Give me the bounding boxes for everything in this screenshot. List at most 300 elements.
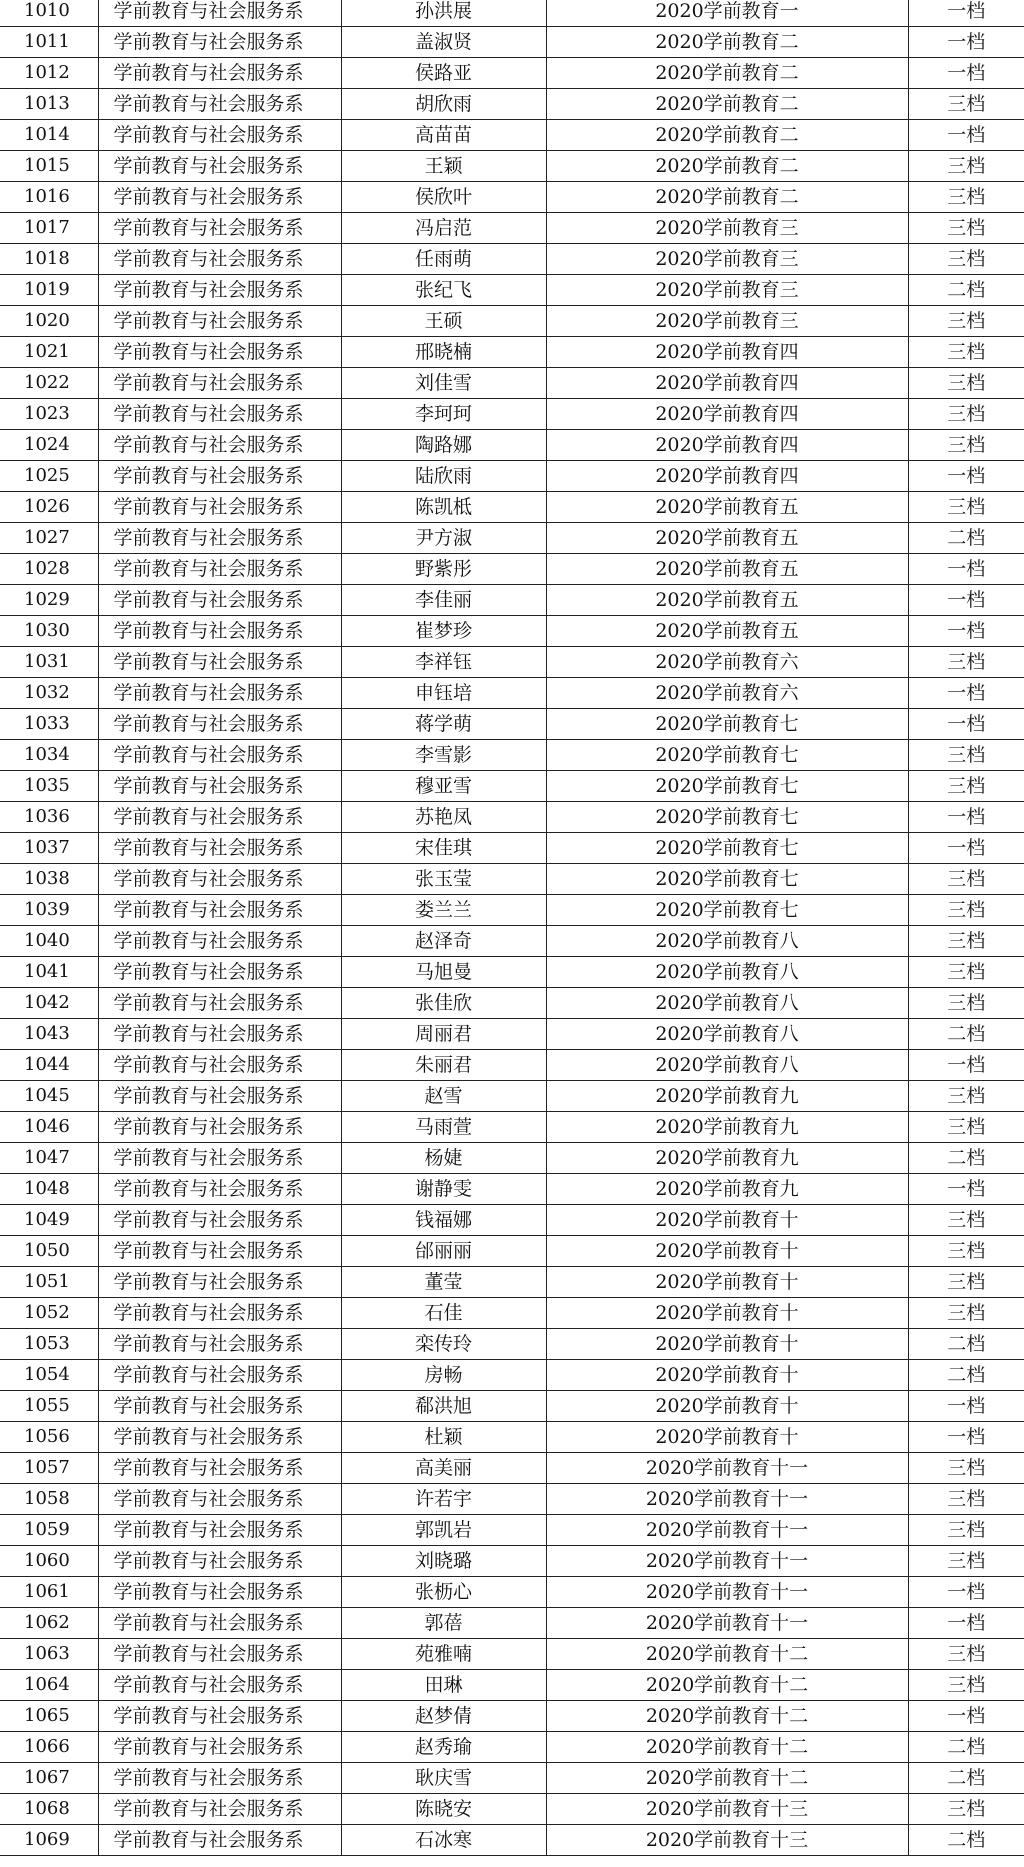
- student-name-cell: 赵梦倩: [341, 1701, 546, 1732]
- department-cell: 学前教育与社会服务系: [98, 802, 341, 833]
- class-cell: 2020学前教育三: [546, 213, 908, 244]
- department-cell: 学前教育与社会服务系: [98, 1267, 341, 1298]
- level-cell: 三档: [908, 1670, 1024, 1701]
- class-cell: 2020学前教育八: [546, 1019, 908, 1050]
- row-number: 1044: [0, 1050, 98, 1081]
- table-row: [0, 833, 1024, 864]
- student-name-cell: 周丽君: [341, 1019, 546, 1050]
- table-row: [0, 430, 1024, 461]
- row-number: 1025: [0, 461, 98, 492]
- class-cell: 2020学前教育十一: [546, 1484, 908, 1515]
- row-number: 1048: [0, 1174, 98, 1205]
- class-cell: 2020学前教育十三: [546, 1794, 908, 1825]
- level-cell: 一档: [908, 554, 1024, 585]
- level-cell: 三档: [908, 399, 1024, 430]
- class-cell: 2020学前教育十三: [546, 1825, 908, 1856]
- row-number: 1066: [0, 1732, 98, 1763]
- row-number: 1028: [0, 554, 98, 585]
- student-name-cell: 任雨萌: [341, 244, 546, 275]
- table-row: [0, 1050, 1024, 1081]
- table-row: [0, 1143, 1024, 1174]
- table-row: [0, 1546, 1024, 1577]
- department-cell: 学前教育与社会服务系: [98, 306, 341, 337]
- department-cell: 学前教育与社会服务系: [98, 120, 341, 151]
- level-cell: 三档: [908, 244, 1024, 275]
- row-number: 1014: [0, 120, 98, 151]
- level-cell: 二档: [908, 275, 1024, 306]
- table-row: [0, 58, 1024, 89]
- class-cell: 2020学前教育三: [546, 244, 908, 275]
- student-name-cell: 朱丽君: [341, 1050, 546, 1081]
- table-row: [0, 1732, 1024, 1763]
- department-cell: 学前教育与社会服务系: [98, 1515, 341, 1546]
- level-cell: 三档: [908, 1453, 1024, 1484]
- level-cell: 三档: [908, 1205, 1024, 1236]
- level-cell: 三档: [908, 1112, 1024, 1143]
- level-cell: 三档: [908, 1515, 1024, 1546]
- level-cell: 三档: [908, 1484, 1024, 1515]
- row-number: 1027: [0, 523, 98, 554]
- class-cell: 2020学前教育十二: [546, 1732, 908, 1763]
- table-row: [0, 461, 1024, 492]
- student-name-cell: 娄兰兰: [341, 895, 546, 926]
- department-cell: 学前教育与社会服务系: [98, 1329, 341, 1360]
- row-number: 1035: [0, 771, 98, 802]
- class-cell: 2020学前教育四: [546, 399, 908, 430]
- table-row: [0, 1360, 1024, 1391]
- row-number: 1031: [0, 647, 98, 678]
- student-name-cell: 陆欣雨: [341, 461, 546, 492]
- table-row: [0, 27, 1024, 58]
- student-name-cell: 郭蓓: [341, 1608, 546, 1639]
- level-cell: 三档: [908, 492, 1024, 523]
- level-cell: 三档: [908, 740, 1024, 771]
- department-cell: 学前教育与社会服务系: [98, 1639, 341, 1670]
- level-cell: 三档: [908, 895, 1024, 926]
- table-row: [0, 616, 1024, 647]
- level-cell: 三档: [908, 368, 1024, 399]
- level-cell: 三档: [908, 1546, 1024, 1577]
- class-cell: 2020学前教育六: [546, 647, 908, 678]
- level-cell: 三档: [908, 306, 1024, 337]
- student-name-cell: 宋佳琪: [341, 833, 546, 864]
- row-number: 1043: [0, 1019, 98, 1050]
- table-row: [0, 1112, 1024, 1143]
- level-cell: 三档: [908, 1298, 1024, 1329]
- level-cell: 一档: [908, 120, 1024, 151]
- department-cell: 学前教育与社会服务系: [98, 58, 341, 89]
- level-cell: 一档: [908, 0, 1024, 27]
- class-cell: 2020学前教育十一: [546, 1608, 908, 1639]
- student-name-cell: 房畅: [341, 1360, 546, 1391]
- student-name-cell: 石冰寒: [341, 1825, 546, 1856]
- class-cell: 2020学前教育九: [546, 1143, 908, 1174]
- table-row: [0, 1577, 1024, 1608]
- class-cell: 2020学前教育七: [546, 864, 908, 895]
- table-row: [0, 1639, 1024, 1670]
- row-number: 1063: [0, 1639, 98, 1670]
- department-cell: 学前教育与社会服务系: [98, 430, 341, 461]
- row-number: 1069: [0, 1825, 98, 1856]
- class-cell: 2020学前教育四: [546, 368, 908, 399]
- table-row: [0, 120, 1024, 151]
- level-cell: 三档: [908, 1236, 1024, 1267]
- department-cell: 学前教育与社会服务系: [98, 213, 341, 244]
- row-number: 1055: [0, 1391, 98, 1422]
- department-cell: 学前教育与社会服务系: [98, 957, 341, 988]
- student-name-cell: 李珂珂: [341, 399, 546, 430]
- row-number: 1049: [0, 1205, 98, 1236]
- row-number: 1018: [0, 244, 98, 275]
- student-name-cell: 许若宇: [341, 1484, 546, 1515]
- student-name-cell: 苏艳凤: [341, 802, 546, 833]
- student-name-cell: 邰丽丽: [341, 1236, 546, 1267]
- department-cell: 学前教育与社会服务系: [98, 399, 341, 430]
- department-cell: 学前教育与社会服务系: [98, 151, 341, 182]
- level-cell: 一档: [908, 802, 1024, 833]
- class-cell: 2020学前教育二: [546, 58, 908, 89]
- student-name-cell: 张玉莹: [341, 864, 546, 895]
- class-cell: 2020学前教育二: [546, 120, 908, 151]
- department-cell: 学前教育与社会服务系: [98, 1453, 341, 1484]
- table-row: [0, 1422, 1024, 1453]
- table-row: [0, 1019, 1024, 1050]
- level-cell: 三档: [908, 1081, 1024, 1112]
- level-cell: 一档: [908, 461, 1024, 492]
- level-cell: 三档: [908, 1267, 1024, 1298]
- level-cell: 一档: [908, 58, 1024, 89]
- student-name-cell: 尹方淑: [341, 523, 546, 554]
- department-cell: 学前教育与社会服务系: [98, 1298, 341, 1329]
- student-name-cell: 侯欣叶: [341, 182, 546, 213]
- class-cell: 2020学前教育十: [546, 1360, 908, 1391]
- table-row: [0, 1701, 1024, 1732]
- table-row: [0, 213, 1024, 244]
- row-number: 1034: [0, 740, 98, 771]
- table-row: [0, 895, 1024, 926]
- student-name-cell: 盖淑贤: [341, 27, 546, 58]
- table-row: [0, 1763, 1024, 1794]
- class-cell: 2020学前教育九: [546, 1174, 908, 1205]
- table-row: [0, 275, 1024, 306]
- row-number: 1046: [0, 1112, 98, 1143]
- row-number: 1051: [0, 1267, 98, 1298]
- level-cell: 三档: [908, 988, 1024, 1019]
- table-row: [0, 0, 1024, 27]
- class-cell: 2020学前教育二: [546, 182, 908, 213]
- class-cell: 2020学前教育八: [546, 926, 908, 957]
- row-number: 1041: [0, 957, 98, 988]
- level-cell: 三档: [908, 957, 1024, 988]
- department-cell: 学前教育与社会服务系: [98, 1732, 341, 1763]
- class-cell: 2020学前教育十二: [546, 1670, 908, 1701]
- class-cell: 2020学前教育四: [546, 430, 908, 461]
- department-cell: 学前教育与社会服务系: [98, 1174, 341, 1205]
- level-cell: 一档: [908, 27, 1024, 58]
- level-cell: 三档: [908, 151, 1024, 182]
- student-name-cell: 王颖: [341, 151, 546, 182]
- student-name-cell: 马旭曼: [341, 957, 546, 988]
- class-cell: 2020学前教育十: [546, 1391, 908, 1422]
- row-number: 1040: [0, 926, 98, 957]
- table-row: [0, 647, 1024, 678]
- row-number: 1050: [0, 1236, 98, 1267]
- student-name-cell: 高美丽: [341, 1453, 546, 1484]
- row-number: 1059: [0, 1515, 98, 1546]
- table-row: [0, 1484, 1024, 1515]
- student-name-cell: 郭凯岩: [341, 1515, 546, 1546]
- row-number: 1022: [0, 368, 98, 399]
- table-row: [0, 1298, 1024, 1329]
- row-number: 1057: [0, 1453, 98, 1484]
- level-cell: 二档: [908, 1143, 1024, 1174]
- level-cell: 三档: [908, 926, 1024, 957]
- department-cell: 学前教育与社会服务系: [98, 1484, 341, 1515]
- row-number: 1023: [0, 399, 98, 430]
- row-number: 1015: [0, 151, 98, 182]
- row-number: 1039: [0, 895, 98, 926]
- student-name-cell: 孙洪展: [341, 0, 546, 27]
- table-row: [0, 337, 1024, 368]
- class-cell: 2020学前教育三: [546, 275, 908, 306]
- student-name-cell: 赵秀瑜: [341, 1732, 546, 1763]
- row-number: 1019: [0, 275, 98, 306]
- class-cell: 2020学前教育十二: [546, 1763, 908, 1794]
- student-name-cell: 李雪影: [341, 740, 546, 771]
- level-cell: 一档: [908, 709, 1024, 740]
- class-cell: 2020学前教育八: [546, 957, 908, 988]
- department-cell: 学前教育与社会服务系: [98, 1205, 341, 1236]
- student-name-cell: 李祥钰: [341, 647, 546, 678]
- row-number: 1033: [0, 709, 98, 740]
- class-cell: 2020学前教育十一: [546, 1453, 908, 1484]
- student-name-cell: 钱福娜: [341, 1205, 546, 1236]
- level-cell: 一档: [908, 833, 1024, 864]
- student-name-cell: 陈凯柢: [341, 492, 546, 523]
- table-row: [0, 678, 1024, 709]
- department-cell: 学前教育与社会服务系: [98, 1825, 341, 1856]
- department-cell: 学前教育与社会服务系: [98, 647, 341, 678]
- class-cell: 2020学前教育四: [546, 337, 908, 368]
- student-name-cell: 陈晓安: [341, 1794, 546, 1825]
- class-cell: 2020学前教育二: [546, 151, 908, 182]
- department-cell: 学前教育与社会服务系: [98, 926, 341, 957]
- class-cell: 2020学前教育十: [546, 1329, 908, 1360]
- department-cell: 学前教育与社会服务系: [98, 182, 341, 213]
- row-number: 1068: [0, 1794, 98, 1825]
- class-cell: 2020学前教育八: [546, 988, 908, 1019]
- row-number: 1042: [0, 988, 98, 1019]
- row-number: 1038: [0, 864, 98, 895]
- level-cell: 二档: [908, 1329, 1024, 1360]
- table-row: [0, 1236, 1024, 1267]
- row-number: 1053: [0, 1329, 98, 1360]
- table-row: [0, 1174, 1024, 1205]
- department-cell: 学前教育与社会服务系: [98, 1546, 341, 1577]
- level-cell: 三档: [908, 1639, 1024, 1670]
- class-cell: 2020学前教育十: [546, 1422, 908, 1453]
- student-name-cell: 栾传玲: [341, 1329, 546, 1360]
- student-name-cell: 石佳: [341, 1298, 546, 1329]
- row-number: 1060: [0, 1546, 98, 1577]
- table-row: [0, 151, 1024, 182]
- level-cell: 一档: [908, 1391, 1024, 1422]
- level-cell: 三档: [908, 213, 1024, 244]
- level-cell: 三档: [908, 864, 1024, 895]
- student-name-cell: 胡欣雨: [341, 89, 546, 120]
- department-cell: 学前教育与社会服务系: [98, 771, 341, 802]
- department-cell: 学前教育与社会服务系: [98, 27, 341, 58]
- table-row: [0, 89, 1024, 120]
- row-number: 1010: [0, 0, 98, 27]
- level-cell: 三档: [908, 430, 1024, 461]
- class-cell: 2020学前教育七: [546, 740, 908, 771]
- table-row: [0, 988, 1024, 1019]
- class-cell: 2020学前教育十二: [546, 1639, 908, 1670]
- department-cell: 学前教育与社会服务系: [98, 1577, 341, 1608]
- level-cell: 三档: [908, 647, 1024, 678]
- student-name-cell: 刘晓璐: [341, 1546, 546, 1577]
- table-row: [0, 523, 1024, 554]
- table-row: [0, 1205, 1024, 1236]
- department-cell: 学前教育与社会服务系: [98, 740, 341, 771]
- student-name-cell: 张纪飞: [341, 275, 546, 306]
- level-cell: 一档: [908, 616, 1024, 647]
- level-cell: 一档: [908, 585, 1024, 616]
- row-number: 1026: [0, 492, 98, 523]
- table-row: [0, 306, 1024, 337]
- table-row: [0, 492, 1024, 523]
- row-number: 1013: [0, 89, 98, 120]
- class-cell: 2020学前教育七: [546, 709, 908, 740]
- department-cell: 学前教育与社会服务系: [98, 1081, 341, 1112]
- level-cell: 三档: [908, 182, 1024, 213]
- student-name-cell: 张枥心: [341, 1577, 546, 1608]
- student-name-cell: 杨婕: [341, 1143, 546, 1174]
- class-cell: 2020学前教育十一: [546, 1577, 908, 1608]
- student-name-cell: 崔梦珍: [341, 616, 546, 647]
- department-cell: 学前教育与社会服务系: [98, 1794, 341, 1825]
- department-cell: 学前教育与社会服务系: [98, 585, 341, 616]
- table-row: [0, 244, 1024, 275]
- level-cell: 一档: [908, 1422, 1024, 1453]
- class-cell: 2020学前教育十: [546, 1205, 908, 1236]
- level-cell: 一档: [908, 1174, 1024, 1205]
- row-number: 1024: [0, 430, 98, 461]
- class-cell: 2020学前教育七: [546, 895, 908, 926]
- class-cell: 2020学前教育十二: [546, 1701, 908, 1732]
- department-cell: 学前教育与社会服务系: [98, 709, 341, 740]
- table-row: [0, 926, 1024, 957]
- department-cell: 学前教育与社会服务系: [98, 678, 341, 709]
- class-cell: 2020学前教育五: [546, 523, 908, 554]
- level-cell: 一档: [908, 1050, 1024, 1081]
- row-number: 1065: [0, 1701, 98, 1732]
- table-row: [0, 771, 1024, 802]
- level-cell: 二档: [908, 1825, 1024, 1856]
- level-cell: 二档: [908, 1732, 1024, 1763]
- class-cell: 2020学前教育四: [546, 461, 908, 492]
- row-number: 1062: [0, 1608, 98, 1639]
- table-row: [0, 709, 1024, 740]
- student-name-cell: 杜颖: [341, 1422, 546, 1453]
- class-cell: 2020学前教育二: [546, 89, 908, 120]
- table-row: [0, 585, 1024, 616]
- table-row: [0, 740, 1024, 771]
- student-name-cell: 冯启范: [341, 213, 546, 244]
- table-row: [0, 802, 1024, 833]
- class-cell: 2020学前教育七: [546, 802, 908, 833]
- level-cell: 三档: [908, 1794, 1024, 1825]
- row-number: 1047: [0, 1143, 98, 1174]
- table-row: [0, 1329, 1024, 1360]
- row-number: 1021: [0, 337, 98, 368]
- row-number: 1011: [0, 27, 98, 58]
- level-cell: 三档: [908, 337, 1024, 368]
- table-row: [0, 554, 1024, 585]
- student-name-cell: 李佳丽: [341, 585, 546, 616]
- student-name-cell: 侯路亚: [341, 58, 546, 89]
- department-cell: 学前教育与社会服务系: [98, 1391, 341, 1422]
- department-cell: 学前教育与社会服务系: [98, 1608, 341, 1639]
- class-cell: 2020学前教育十一: [546, 1546, 908, 1577]
- student-name-cell: 王硕: [341, 306, 546, 337]
- level-cell: 二档: [908, 1763, 1024, 1794]
- department-cell: 学前教育与社会服务系: [98, 864, 341, 895]
- table-row: [0, 1515, 1024, 1546]
- department-cell: 学前教育与社会服务系: [98, 1670, 341, 1701]
- department-cell: 学前教育与社会服务系: [98, 523, 341, 554]
- class-cell: 2020学前教育十: [546, 1298, 908, 1329]
- class-cell: 2020学前教育二: [546, 27, 908, 58]
- row-number: 1020: [0, 306, 98, 337]
- department-cell: 学前教育与社会服务系: [98, 275, 341, 306]
- department-cell: 学前教育与社会服务系: [98, 461, 341, 492]
- department-cell: 学前教育与社会服务系: [98, 988, 341, 1019]
- student-name-cell: 蒋学萌: [341, 709, 546, 740]
- level-cell: 一档: [908, 1608, 1024, 1639]
- row-number: 1045: [0, 1081, 98, 1112]
- class-cell: 2020学前教育五: [546, 616, 908, 647]
- student-name-cell: 赵泽奇: [341, 926, 546, 957]
- row-number: 1017: [0, 213, 98, 244]
- table-row: [0, 399, 1024, 430]
- department-cell: 学前教育与社会服务系: [98, 1019, 341, 1050]
- student-name-cell: 董莹: [341, 1267, 546, 1298]
- class-cell: 2020学前教育五: [546, 585, 908, 616]
- level-cell: 三档: [908, 89, 1024, 120]
- department-cell: 学前教育与社会服务系: [98, 554, 341, 585]
- level-cell: 三档: [908, 771, 1024, 802]
- row-number: 1030: [0, 616, 98, 647]
- department-cell: 学前教育与社会服务系: [98, 244, 341, 275]
- class-cell: 2020学前教育十: [546, 1236, 908, 1267]
- department-cell: 学前教育与社会服务系: [98, 1763, 341, 1794]
- department-cell: 学前教育与社会服务系: [98, 337, 341, 368]
- student-name-cell: 田琳: [341, 1670, 546, 1701]
- department-cell: 学前教育与社会服务系: [98, 1112, 341, 1143]
- student-name-cell: 耿庆雪: [341, 1763, 546, 1794]
- student-name-cell: 陶路娜: [341, 430, 546, 461]
- department-cell: 学前教育与社会服务系: [98, 1236, 341, 1267]
- level-cell: 二档: [908, 523, 1024, 554]
- department-cell: 学前教育与社会服务系: [98, 1701, 341, 1732]
- table-row: [0, 957, 1024, 988]
- student-name-cell: 苑雅喃: [341, 1639, 546, 1670]
- student-name-cell: 穆亚雪: [341, 771, 546, 802]
- department-cell: 学前教育与社会服务系: [98, 368, 341, 399]
- department-cell: 学前教育与社会服务系: [98, 616, 341, 647]
